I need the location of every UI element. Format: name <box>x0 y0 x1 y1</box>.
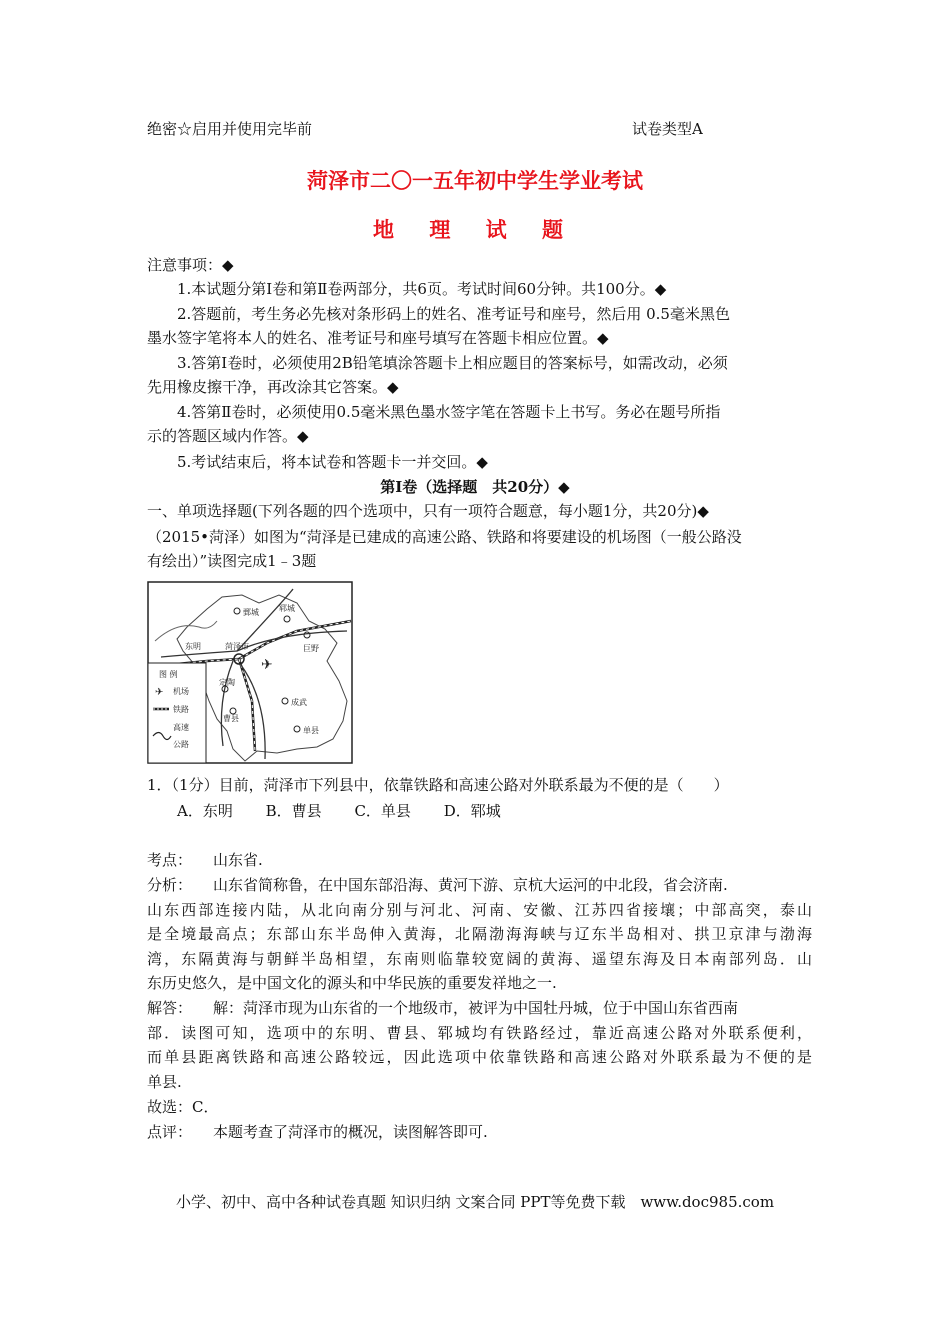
notice-item: 5.考试结束后，将本试卷和答题卡一并交回。◆ <box>177 453 488 471</box>
option-b: B．曹县 <box>265 802 322 820</box>
fenxi-line: 是全境最高点；东部山东半岛伸入黄海，北隔渤海海峡与辽东半岛相对、拱卫京津与渤海 <box>147 925 812 943</box>
fenxi-line: 山东西部连接内陆，从北向南分别与河北、河南、安徽、江苏四省接壤；中部高突，泰山 <box>147 901 812 919</box>
notice-item: 4.答第Ⅱ卷时，必须使用0.5毫米黑色墨水签字笔在答题卡上书写。务必在题号所指 <box>177 403 721 421</box>
fenxi-line: 东历史悠久，是中国文化的源头和中华民族的重要发祥地之一. <box>147 974 557 992</box>
option-d: D．郓城 <box>443 802 501 820</box>
question-stem: 1．（1分）目前，菏泽市下列县中，依靠铁路和高速公路对外联系最为不便的是（ ） <box>147 776 729 794</box>
map-legend-item: 公路 <box>173 740 189 749</box>
jieda-row <box>147 996 812 1020</box>
notice-item: 示的答题区域内作答。◆ <box>147 427 309 445</box>
paper-type-label: 试卷类型A <box>632 120 703 138</box>
svg-text:✈: ✈ <box>155 687 164 698</box>
map-city-label: 郓城 <box>279 604 295 613</box>
dianping-label: 点评： <box>147 1123 193 1141</box>
map-legend-item: 机场 <box>173 687 189 696</box>
answer-line: 故选：C． <box>147 1098 219 1116</box>
part-intro: 一、单项选择题(下列各题的四个选项中，只有一项符合题意，每小题1分，共20分)◆ <box>147 502 709 520</box>
jieda-text: 解：菏泽市现为山东省的一个地级市，被评为中国牡丹城，位于中国山东省西南 <box>213 999 739 1017</box>
map-city-label: 单县 <box>303 726 319 735</box>
dianping-row <box>147 1120 812 1144</box>
heze-map <box>147 581 353 764</box>
notice-item: 2.答题前，考生务必先核对条形码上的姓名、准考证号和座号，然后用 0.5毫米黑色 <box>177 305 730 323</box>
map-city-label: 定陶 <box>219 678 235 687</box>
map-legend-title: 图 例 <box>159 670 178 679</box>
fenxi-line: 湾，东隔黄海与朝鲜半岛相望，东南则临靠较宽阔的黄海、遥望东海及日本南部列岛．山 <box>147 950 812 968</box>
fenxi-label: 分析： <box>147 876 193 894</box>
kaodian-label: 考点： <box>147 851 193 869</box>
notice-item: 1.本试题分第Ⅰ卷和第Ⅱ卷两部分，共6页。考试时间60分钟。共100分。◆ <box>177 280 667 298</box>
fenxi-text: 山东省简称鲁，在中国东部沿海、黄河下游、京杭大运河的中北段，省会济南. <box>213 876 728 894</box>
option-a: A．东明 <box>177 802 233 820</box>
option-c: C．单县 <box>354 802 411 820</box>
notice-item: 先用橡皮擦干净，再改涂其它答案。◆ <box>147 378 399 396</box>
confidential-label: 绝密☆启用并使用完毕前 <box>147 120 313 138</box>
notice-heading: 注意事项：◆ <box>147 256 234 274</box>
dianping-text: 本题考查了菏泽市的概况，读图解答即可. <box>213 1123 488 1141</box>
section-heading: 第Ⅰ卷（选择题 共20分）◆ <box>380 478 570 496</box>
notice-item: 墨水签字笔将本人的姓名、准考证号和座号填写在答题卡相应位置。◆ <box>147 329 609 347</box>
map-city-label: 鄄城 <box>243 608 259 617</box>
exam-title: 菏泽市二〇一五年初中学生学业考试 <box>307 168 643 193</box>
map-city-label: 东明 <box>185 642 201 651</box>
map-city-label: 成武 <box>291 698 307 707</box>
map-city-label: 曹县 <box>223 714 239 723</box>
footer-text: 小学、初中、高中各种试卷真题 知识归纳 文案合同 PPT等免费下载 www.doc985.com <box>175 1193 775 1211</box>
notice-item: 3.答第Ⅰ卷时，必须使用2B铅笔填涂答题卡上相应题目的答案标号，如需改动，必须 <box>177 354 728 372</box>
kaodian-text: 山东省. <box>213 851 263 869</box>
svg-text:✈: ✈ <box>261 657 273 673</box>
kaodian-row <box>147 848 812 872</box>
exam-subtitle: 地 理 试 题 <box>373 217 577 242</box>
jieda-line: 单县. <box>147 1073 182 1091</box>
jieda-label: 解答： <box>147 999 193 1017</box>
question-options <box>147 799 842 823</box>
map-legend-item: 高速 <box>173 723 189 732</box>
context-line: （2015•菏泽）如图为“菏泽是已建成的高速公路、铁路和将要建设的机场图（一般公路没 <box>147 528 742 546</box>
context-line: 有绘出）”读图完成1﹣3题 <box>147 552 317 570</box>
map-city-label: 巨野 <box>303 644 319 653</box>
map-city-label: 菏泽市 <box>225 642 249 651</box>
jieda-line: 而单县距离铁路和高速公路较远，因此选项中依靠铁路和高速公路对外联系最为不便的是 <box>147 1048 812 1066</box>
map-legend-item: 铁路 <box>173 705 189 714</box>
jieda-line: 部．读图可知，选项中的东明、曹县、郓城均有铁路经过，靠近高速公路对外联系便利， <box>147 1024 812 1042</box>
fenxi-row <box>147 873 812 897</box>
